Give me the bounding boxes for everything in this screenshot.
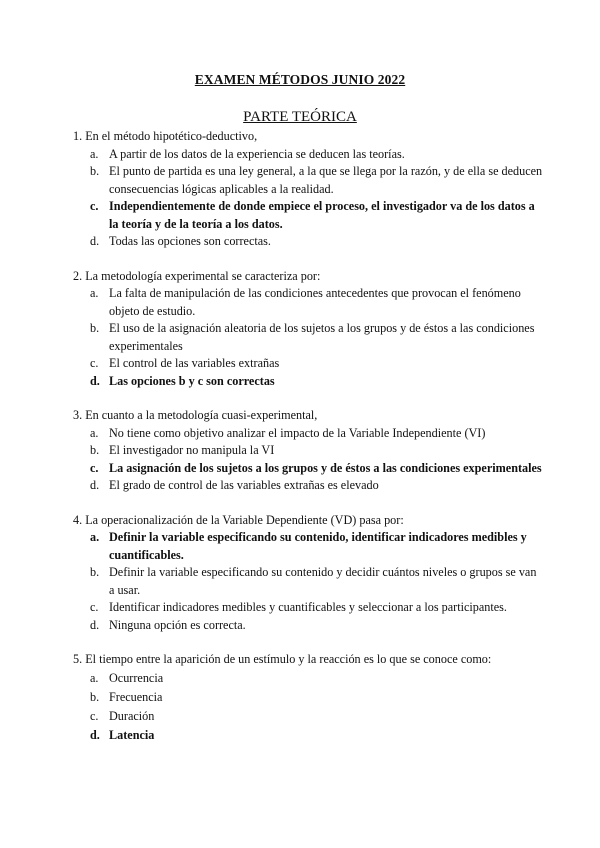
- option-text: La asignación de los sujetos a los grupos y de éstos a las condiciones experimentales: [109, 460, 542, 475]
- question-stem: 3. En cuanto a la metodología cuasi-experimental,: [73, 408, 318, 422]
- option-c-correct: [73, 198, 543, 233]
- option-letter: b.: [90, 565, 100, 579]
- option-letter: d.: [90, 234, 100, 248]
- option-b: [73, 442, 543, 460]
- option-letter: b.: [90, 689, 100, 704]
- option-text: Duración: [109, 708, 155, 723]
- option-letter: a.: [90, 146, 99, 161]
- option-letter: c.: [90, 199, 99, 213]
- option-a-correct: [73, 529, 543, 564]
- option-d: [73, 617, 543, 635]
- option-text: El grado de control de las variables extrañas es elevado: [109, 478, 379, 492]
- option-c-correct: [73, 460, 543, 478]
- option-text: A partir de los datos de la experiencia se deducen las teorías.: [109, 146, 405, 161]
- option-text: Identificar indicadores medibles y cuantificables y seleccionar a los participantes.: [109, 600, 507, 614]
- question-stem: 1. En el método hipotético-deductivo,: [73, 129, 258, 143]
- option-text: Ocurrencia: [109, 670, 164, 685]
- option-letter: d.: [90, 373, 100, 388]
- question-4: [73, 512, 543, 635]
- option-d-correct: [73, 726, 543, 745]
- part-title: PARTE TEÓRICA: [243, 109, 357, 125]
- option-text: No tiene como objetivo analizar el impacto de la Variable Independiente (VI): [109, 425, 486, 440]
- option-b: [73, 320, 543, 355]
- option-a: [73, 146, 543, 164]
- option-list: [73, 285, 543, 390]
- option-letter: d.: [90, 617, 100, 632]
- option-letter: a.: [90, 670, 99, 685]
- option-letter: c.: [90, 356, 99, 370]
- question-5: [73, 651, 543, 745]
- option-text: Definir la variable especificando su contenido y decidir cuántos niveles o grupos se van a usar.: [109, 565, 537, 597]
- option-list: [73, 146, 543, 251]
- option-text: El investigador no manipula la VI: [109, 443, 275, 457]
- option-text: Frecuencia: [109, 689, 163, 704]
- exam-title: EXAMEN MÉTODOS JUNIO 2022: [194, 72, 406, 87]
- option-letter: b.: [90, 443, 100, 457]
- option-letter: a.: [90, 530, 100, 544]
- option-text: Definir la variable especificando su contenido, identificar indicadores medibles y cuantificables.: [109, 530, 527, 562]
- option-text: El uso de la asignación aleatoria de los sujetos a los grupos y de éstos a las condiciones experimentales: [109, 321, 535, 353]
- option-b: [73, 564, 543, 599]
- option-list: [73, 669, 543, 745]
- option-letter: d.: [90, 727, 100, 742]
- option-c: [73, 355, 543, 373]
- option-list: [73, 529, 543, 634]
- option-a: [73, 285, 543, 320]
- option-letter: b.: [90, 164, 100, 178]
- option-letter: a.: [90, 425, 99, 440]
- option-c: [73, 599, 543, 617]
- option-text: El control de las variables extrañas: [109, 356, 280, 370]
- option-text: Independientemente de donde empiece el proceso, el investigador va de los datos a la teoría y de la teoría a los datos.: [109, 199, 535, 231]
- option-a: [73, 669, 543, 688]
- option-d-correct: [73, 373, 543, 391]
- option-letter: b.: [90, 321, 100, 335]
- option-a: [73, 425, 543, 443]
- option-b: [73, 163, 543, 198]
- question-1: [73, 128, 543, 251]
- option-letter: c.: [90, 460, 99, 475]
- question-2: [73, 268, 543, 391]
- option-letter: c.: [90, 600, 99, 614]
- option-b: [73, 688, 543, 707]
- question-stem: 2. La metodología experimental se caracteriza por:: [73, 268, 321, 283]
- question-stem: 5. El tiempo entre la aparición de un estímulo y la reacción es lo que se conoce como:: [73, 652, 492, 666]
- option-text: La falta de manipulación de las condiciones antecedentes que provocan el fenómeno objeto de estudio.: [109, 286, 521, 318]
- option-d: [73, 477, 543, 495]
- option-text: Ninguna opción es correcta.: [109, 617, 246, 632]
- option-text: El punto de partida es una ley general, a la que se llega por la razón, y de ella se deducen consecuencias lógicas aplicables a la realidad.: [109, 164, 543, 196]
- question-stem: 4. La operacionalización de la Variable Dependiente (VD) pasa por:: [73, 512, 404, 527]
- option-letter: d.: [90, 478, 100, 492]
- question-list: [73, 128, 543, 762]
- option-list: [73, 425, 543, 495]
- option-letter: c.: [90, 708, 99, 723]
- option-c: [73, 707, 543, 726]
- option-text: Las opciones b y c son correctas: [109, 373, 275, 388]
- option-d: [73, 233, 543, 251]
- question-3: [73, 407, 543, 495]
- option-text: Latencia: [109, 727, 155, 742]
- option-text: Todas las opciones son correctas.: [109, 234, 271, 248]
- option-letter: a.: [90, 286, 99, 300]
